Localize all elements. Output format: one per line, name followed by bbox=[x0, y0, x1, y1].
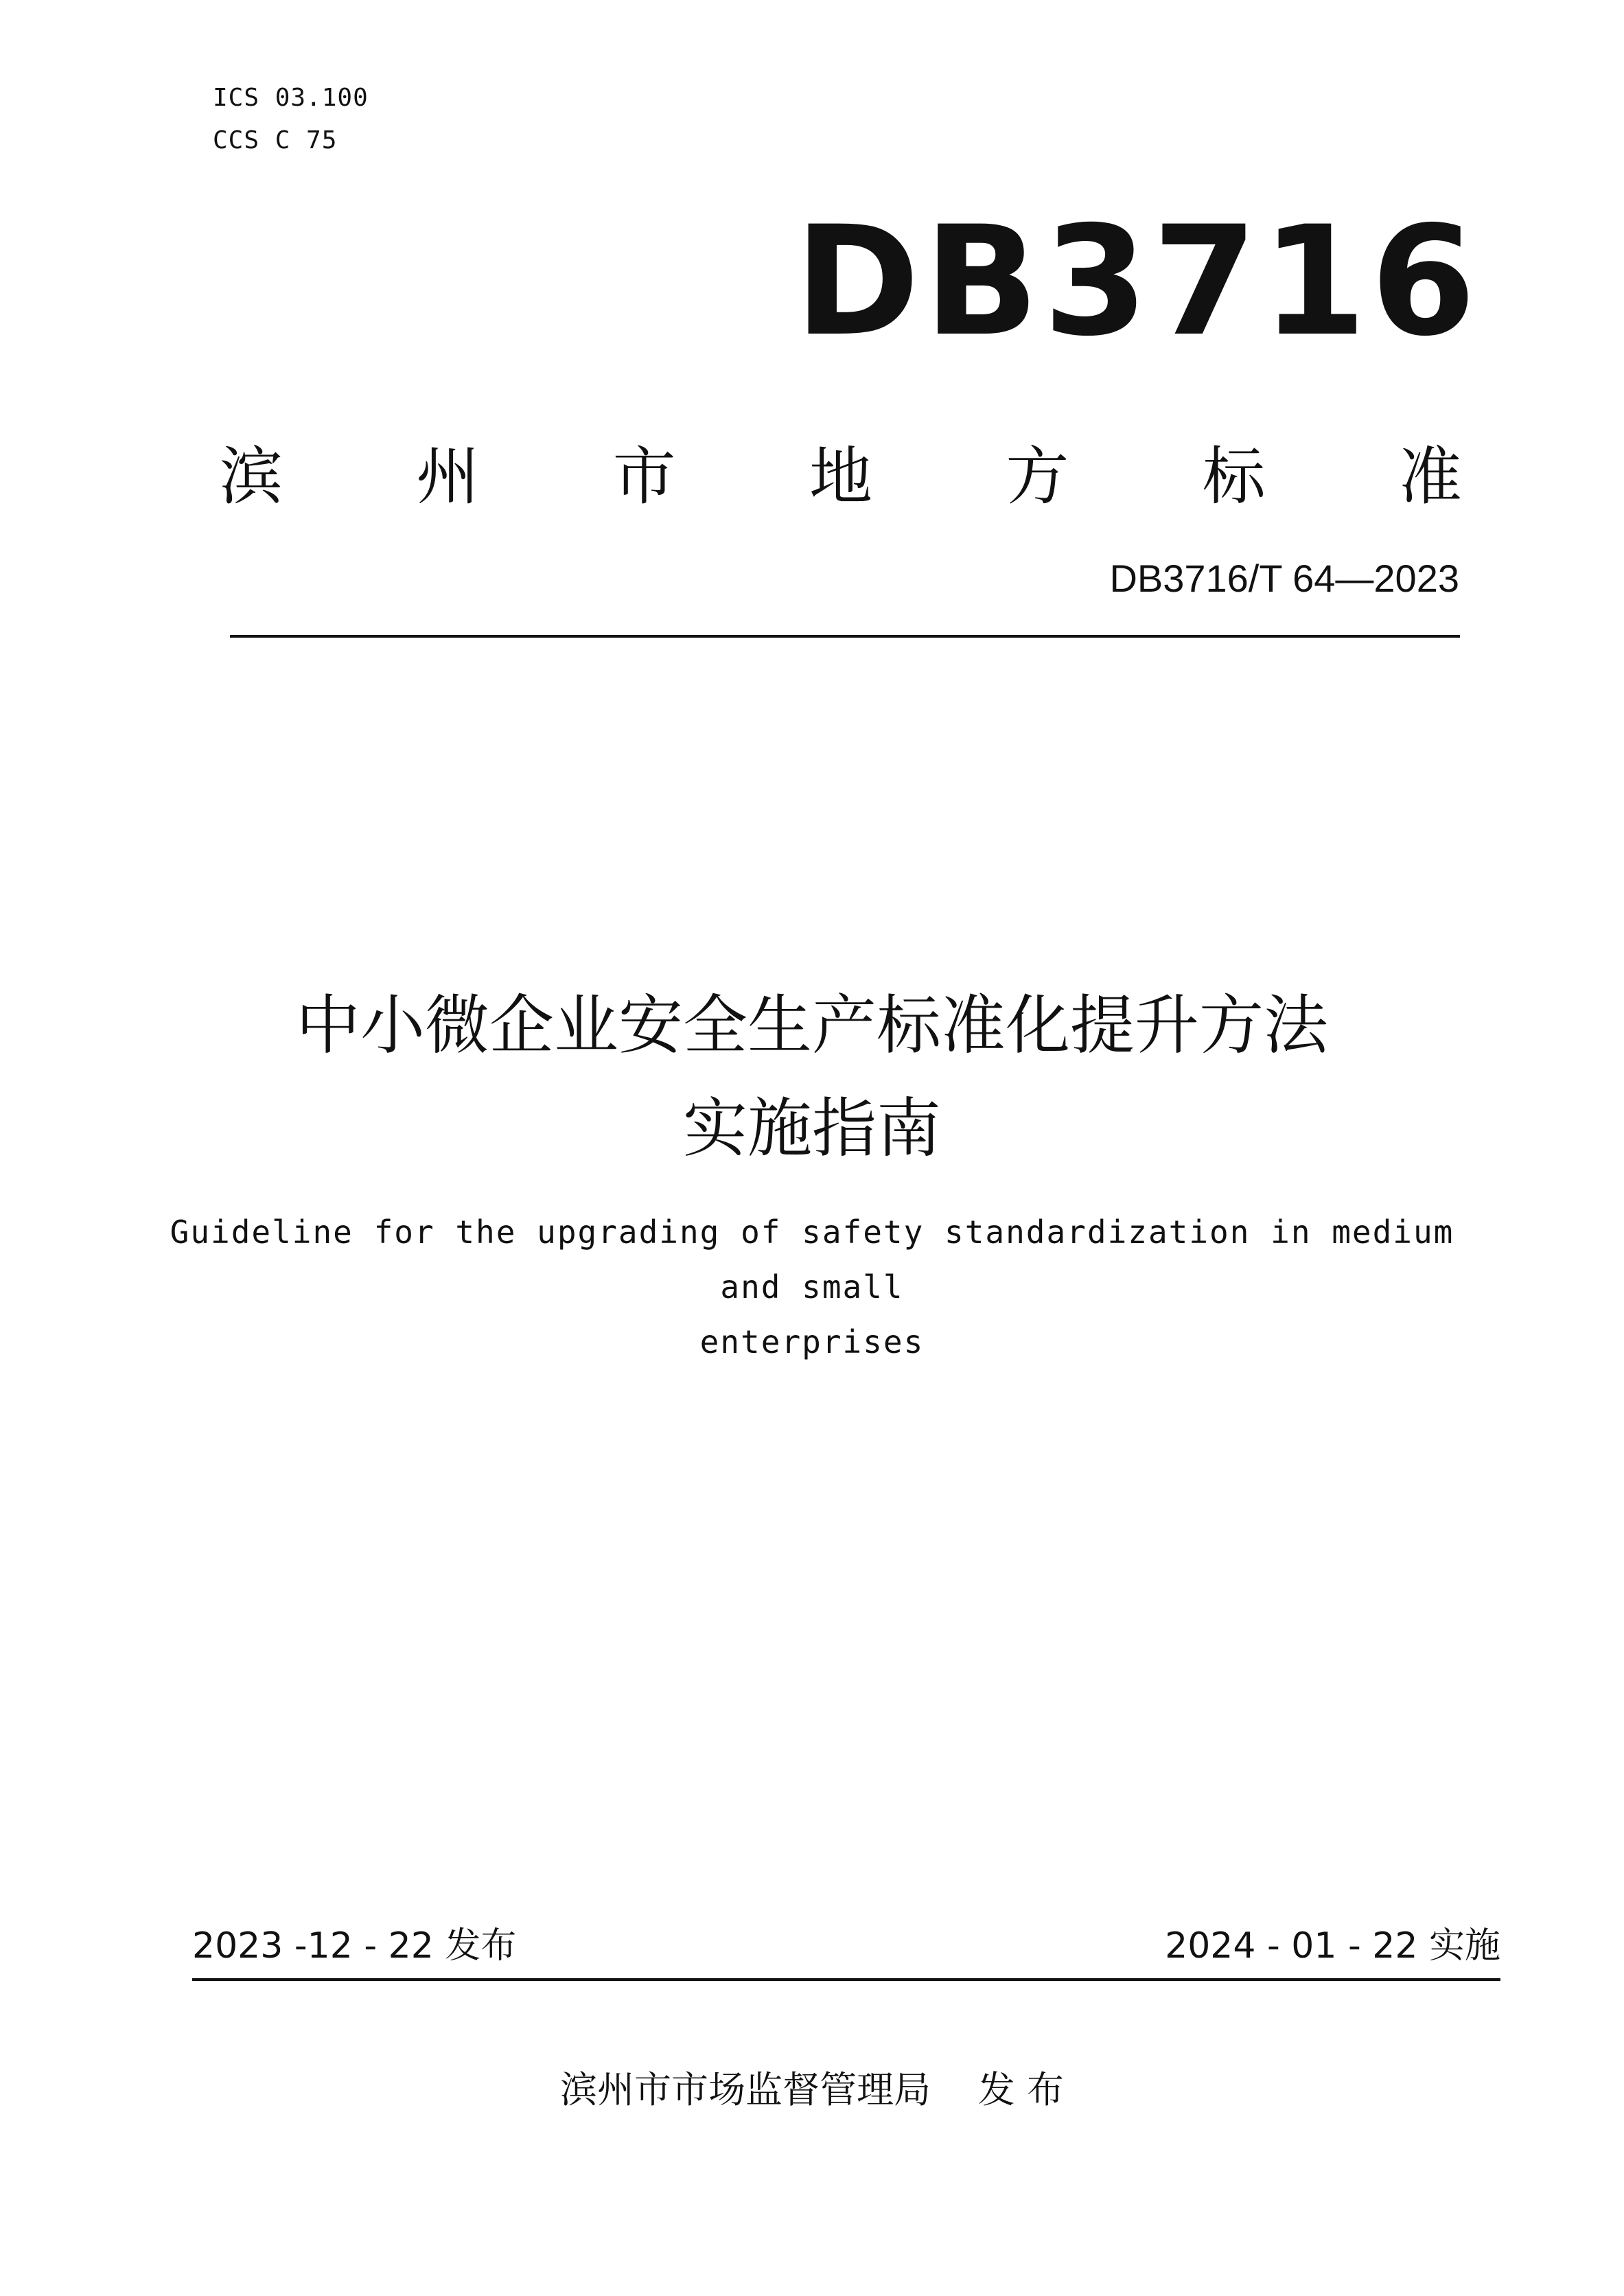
chinese-title bbox=[0, 975, 1624, 1181]
ccs-code: CCS C 75 bbox=[213, 126, 338, 154]
english-title bbox=[137, 1205, 1487, 1369]
english-title-line-2: enterprises bbox=[699, 1323, 925, 1360]
standard-type bbox=[220, 439, 1462, 515]
classification-codes bbox=[213, 77, 369, 162]
effective-date: 2024 - 01 - 22 实施 bbox=[1165, 1925, 1500, 1967]
standard-code: DB3716 bbox=[794, 194, 1480, 369]
footer-divider bbox=[192, 1978, 1500, 1981]
standard-type-char: 方 bbox=[1006, 440, 1069, 513]
chinese-title-line-1: 中小微企业安全生产标准化提升方法 bbox=[295, 988, 1328, 1063]
header-divider bbox=[230, 635, 1460, 638]
standard-type-char: 市 bbox=[612, 440, 676, 513]
issue-date: 2023 -12 - 22 发布 bbox=[192, 1925, 517, 1967]
publisher: 滨州市市场监督管理局 发 布 bbox=[560, 2068, 1064, 2111]
standard-type-char: 标 bbox=[1202, 440, 1266, 513]
standard-type-char: 地 bbox=[809, 440, 872, 513]
standard-type-char: 准 bbox=[1398, 440, 1462, 513]
standard-number: DB3716/T 64—2023 bbox=[1109, 557, 1459, 600]
chinese-title-line-2: 实施指南 bbox=[682, 1091, 941, 1166]
english-title-line-1: Guideline for the upgrading of safety standardization in medium and small bbox=[170, 1214, 1454, 1306]
ics-code: ICS 03.100 bbox=[213, 84, 369, 112]
standard-type-char: 州 bbox=[416, 440, 480, 513]
standard-type-char: 滨 bbox=[220, 440, 283, 513]
